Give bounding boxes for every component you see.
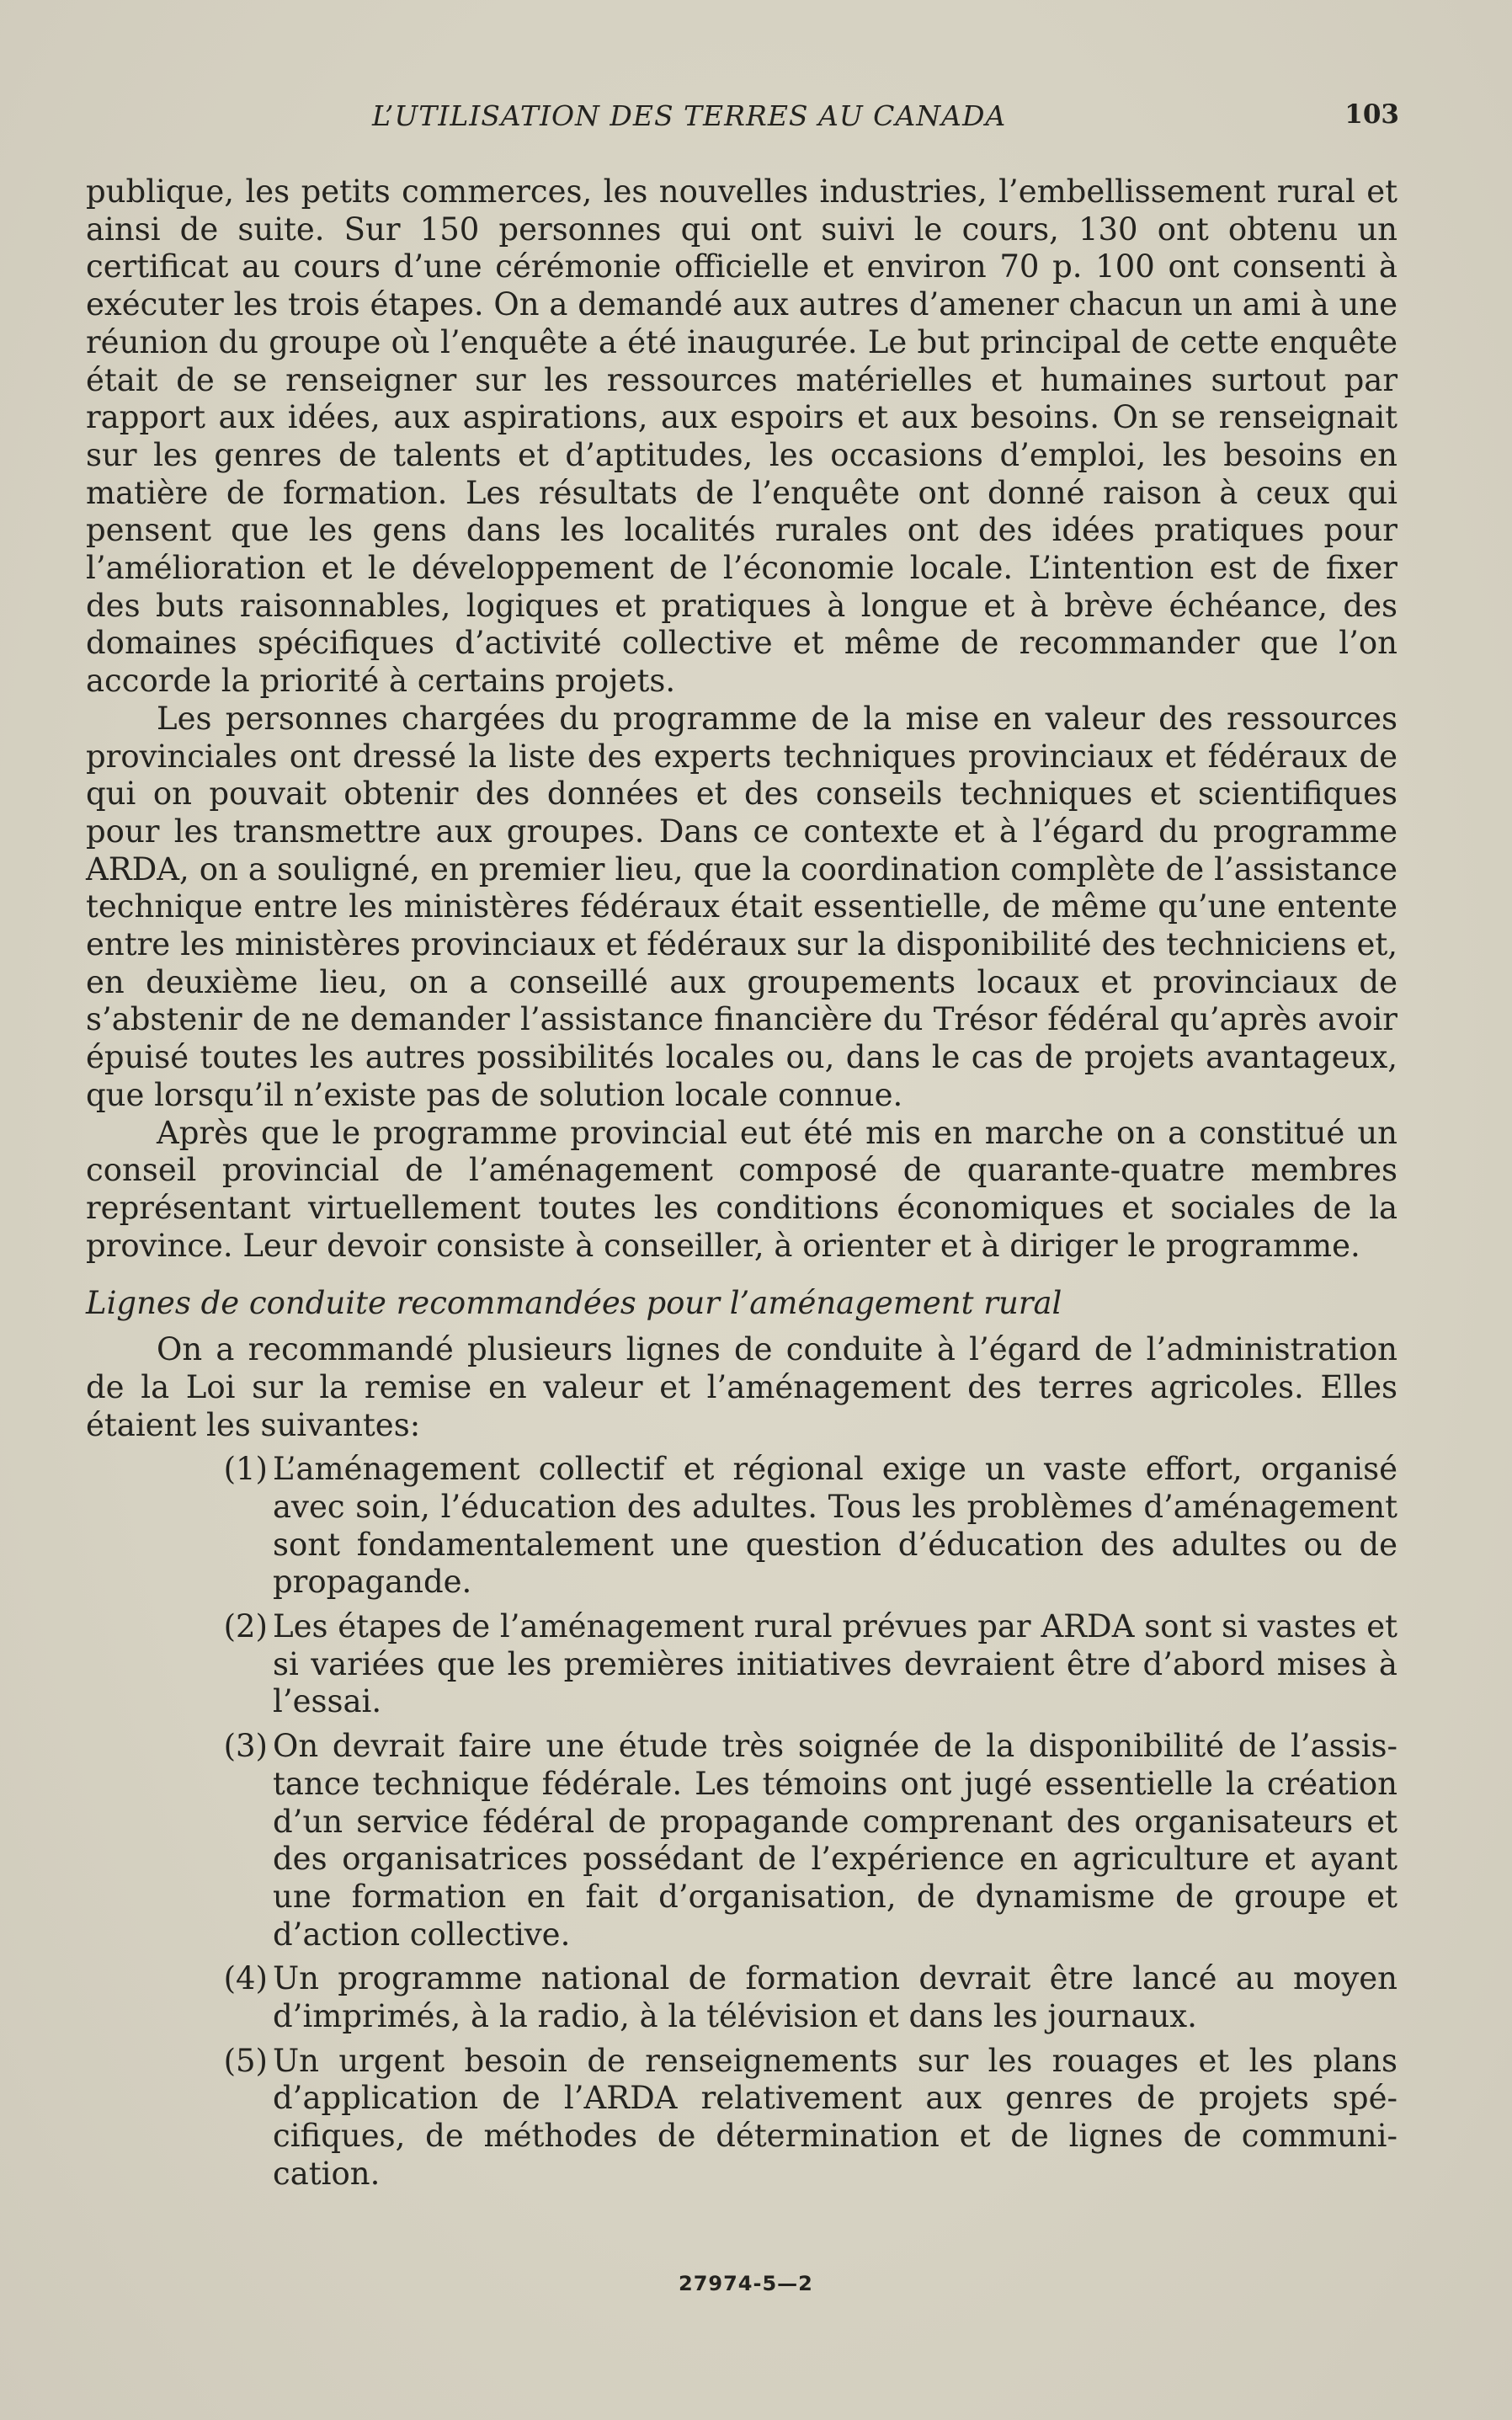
running-title: L’UTILISATION DES TERRES AU CANADA (372, 99, 1007, 132)
item-text: Les étapes de l’aménagement rural prévues par ARDA sont si vastes et si variées que les premières initiatives devraient être d’abord mises à l’essai. (273, 1608, 1398, 1720)
page-number: 103 (1344, 99, 1399, 130)
item-number: (2) (223, 1608, 268, 1645)
paragraph-1: publique, les petits commerces, les nouvelles industries, l’embellissement rural et ainsi de suite. Sur 150 personnes qui ont suivi le cours, 130 ont obtenu un certificat au cours d’une cérémonie officielle et environ 70 p. 100 ont consenti à exécuter les trois étapes. On a demandé aux autres d’amener chacun un ami à une réunion du groupe où l’enquête a été inaugurée. Le but principal de cette enquête était de se renseigner sur les ressources matérielles et humaines surtout par rapport aux idées, aux aspirations, aux espoirs et aux besoins. On se renseignait sur les genres de talents et d’aptitudes, les occasions d’emploi, les besoins en matière de formation. Les résultats de l’enquête ont donné raison à ceux qui pensent que les gens dans les localités rurales ont des idées pratiques pour l’amélioration et le développement de l’économie locale. L’intention est de fixer des buts raisonnables, logiques et pratiques à longue et à brève échéance, des domaines spécifiques d’activité collective et même de recommander que l’on accorde la priorité à certains projets. (86, 173, 1398, 700)
item-text: L’aménagement collectif et régional exige un vaste effort, organisé avec soin, l’éducation des adultes. Tous les problèmes d’aménagement sont fondamentalement une question d’éducation des adultes ou de propagande. (273, 1451, 1398, 1601)
item-number: (4) (223, 1960, 268, 1997)
item-text: Un urgent besoin de renseignements sur les rouages et les plans d’application de l’ARDA relativement aux genres de projets spécifiques, de méthodes de détermination et de lignes de communication. (273, 2042, 1398, 2192)
section-heading: Lignes de conduite recommandées pour l’aménagement rural (86, 1285, 1062, 1322)
item-number: (5) (223, 2042, 268, 2079)
paragraph-3: Après que le programme provincial eut été mis en marche on a constitué un conseil provincial de l’aménagement composé de quarante-quatre membres représentant virtuellement toutes les conditions économiques et sociales de la province. Leur devoir consiste à conseiller, à orienter et à diriger le programme. (86, 1114, 1398, 1264)
list-item (86, 2043, 1398, 2193)
page-header (86, 99, 1399, 133)
item-text: Un programme national de formation devrait être lancé au moyen d’imprimés, à la radio, à la télévision et dans les journaux. (273, 1960, 1398, 2035)
paragraph-2: Les personnes chargées du programme de la mise en valeur des ressources provinciales ont dressé la liste des experts techniques provinciaux et fédéraux de qui on pouvait obtenir des données et des conseils techniques et scientifiques pour les transmettre aux groupes. Dans ce contexte et à l’égard du programme ARDA, on a souligné, en premier lieu, que la coordination complète de l’assistance technique entre les ministères fédéraux était essentielle, de même qu’une entente entre les ministères provinciaux et fédéraux sur la disponibilité des techniciens et, en deuxième lieu, on a conseillé aux groupements locaux et provinciaux de s’abstenir de ne demander l’assistance financière du Trésor fédéral qu’après avoir épuisé toutes les autres possibilités locales ou, dans le cas de projets avantageux, que lorsqu’il n’existe pas de solution locale connue. (86, 700, 1398, 1113)
list-item (86, 1608, 1398, 1721)
body-text (86, 173, 1398, 2200)
recommendations-intro: On a recommandé plusieurs lignes de conduite à l’égard de l’administration de la Loi sur la remise en valeur et l’aménagement des terres agricoles. Elles étaient les suivantes: (86, 1331, 1398, 1443)
item-text: On devrait faire une étude très soignée de la disponibilité de l’assistance technique fédérale. Les témoins ont jugé essentielle la création d’un service fédéral de propagande comprenant des organisateurs et des organisatrices possédant de l’expérience en agriculture et ayant une formation en fait d’organisation, de dynamisme de groupe et d’action collective. (273, 1728, 1398, 1953)
list-item (86, 1451, 1398, 1602)
item-number: (3) (223, 1728, 268, 1765)
item-number: (1) (223, 1451, 268, 1488)
printer-code: 27974-5—2 (679, 2272, 813, 2295)
list-item (86, 1960, 1398, 2035)
list-item (86, 1728, 1398, 1954)
recommendations-list (86, 1451, 1398, 2193)
